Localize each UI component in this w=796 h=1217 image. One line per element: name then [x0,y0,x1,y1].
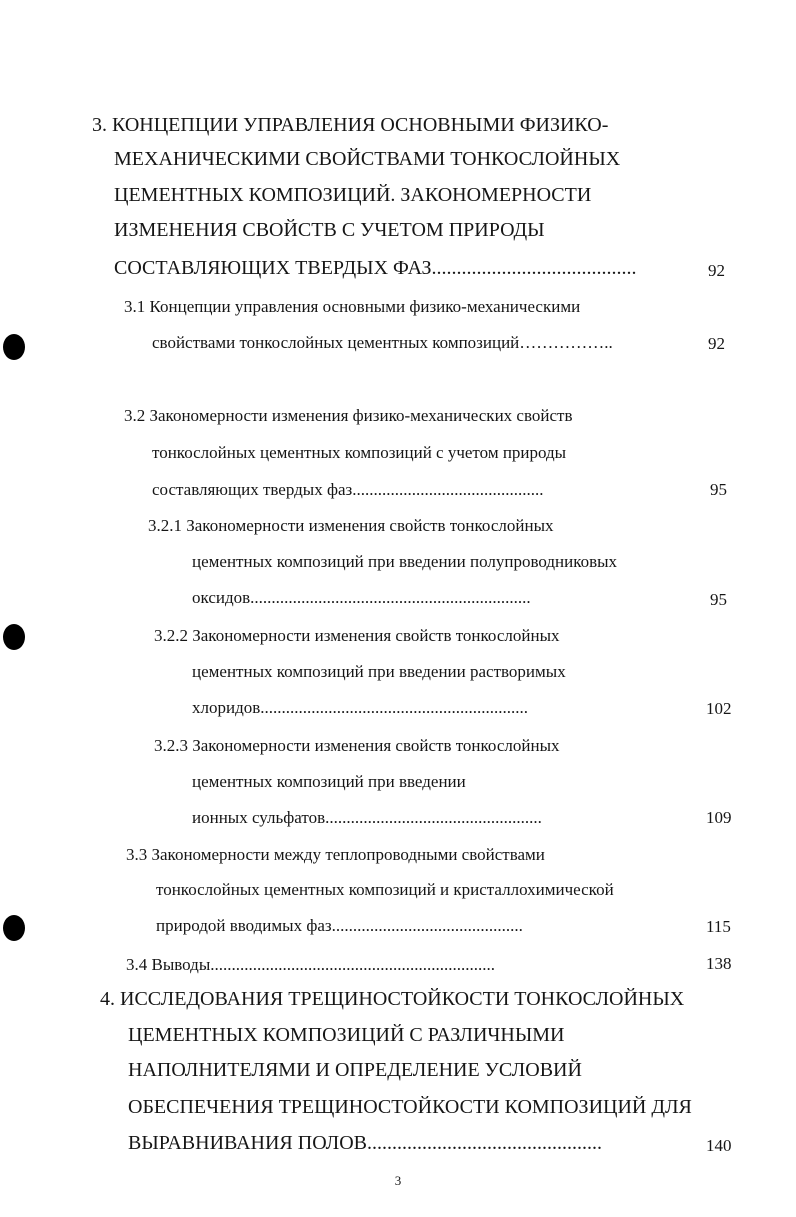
toc-entry-4-line-5: ВЫРАВНИВАНИЯ ПОЛОВ............................................... [128,1132,603,1154]
toc-entry-3-2-3-line-3: ионных сульфатов................................................... [192,808,542,827]
toc-entry-3-2-line-3: составляющих твердых фаз............................................. [152,480,544,499]
toc-entry-3-2-3-page: 109 [706,808,732,827]
toc-entry-3-line-4: ИЗМЕНЕНИЯ СВОЙСТВ С УЧЕТОМ ПРИРОДЫ [114,219,545,241]
toc-entry-3-page: 92 [708,261,725,280]
toc-entry-3-2-line-1: 3.2 Закономерности изменения физико-механических свойств [124,406,573,425]
toc-entry-3-line-3: ЦЕМЕНТНЫХ КОМПОЗИЦИЙ. ЗАКОНОМЕРНОСТИ [114,184,592,206]
toc-entry-3-2-3-line-2: цементных композиций при введении [192,772,466,791]
toc-entry-3-line-1: 3. КОНЦЕПЦИИ УПРАВЛЕНИЯ ОСНОВНЫМИ ФИЗИКО- [92,114,609,136]
toc-entry-3-3-line-1: 3.3 Закономерности между теплопроводными свойствами [126,845,545,864]
toc-entry-3-2-3-line-1: 3.2.3 Закономерности изменения свойств тонкослойных [154,736,560,755]
punch-hole-3 [3,915,25,941]
toc-entry-3-3-page: 115 [706,917,731,936]
toc-entry-3-4-line-1: 3.4 Выводы................................................................... [126,955,496,974]
page-number: 3 [394,1173,402,1188]
toc-entry-3-line-5: СОСТАВЛЯЮЩИХ ТВЕРДЫХ ФАЗ......................................... [114,257,637,279]
punch-hole-2 [3,624,25,650]
toc-entry-3-1-line-2: свойствами тонкослойных цементных композиций…………….. [152,333,613,352]
toc-entry-3-2-2-page: 102 [706,699,732,718]
toc-entry-4-line-4: ОБЕСПЕЧЕНИЯ ТРЕЩИНОСТОЙКОСТИ КОМПОЗИЦИЙ ДЛЯ [128,1096,692,1118]
punch-hole-1 [3,334,25,360]
toc-entry-4-page: 140 [706,1136,732,1155]
toc-entry-3-line-2: МЕХАНИЧЕСКИМИ СВОЙСТВАМИ ТОНКОСЛОЙНЫХ [114,148,621,170]
toc-entry-3-1-line-1: 3.1 Концепции управления основными физико-механическими [124,297,581,316]
toc-entry-3-3-line-3: природой вводимых фаз............................................. [156,916,523,935]
toc-entry-3-2-page: 95 [710,480,727,499]
toc-entry-3-2-line-2: тонкослойных цементных композиций с учетом природы [152,443,567,462]
toc-entry-3-1-page: 92 [708,334,725,353]
toc-entry-3-2-2-line-3: хлоридов............................................................... [192,698,529,717]
toc-entry-3-2-1-page: 95 [710,590,727,609]
toc-entry-3-3-line-2: тонкослойных цементных композиций и кристаллохимической [156,880,614,899]
toc-entry-3-2-1-line-1: 3.2.1 Закономерности изменения свойств тонкослойных [148,516,554,535]
toc-entry-3-2-1-line-2: цементных композиций при введении полупроводниковых [192,552,618,571]
toc-entry-4-line-2: ЦЕМЕНТНЫХ КОМПОЗИЦИЙ С РАЗЛИЧНЫМИ [128,1024,565,1046]
toc-entry-4-line-3: НАПОЛНИТЕЛЯМИ И ОПРЕДЕЛЕНИЕ УСЛОВИЙ [128,1059,582,1081]
toc-entry-4-line-1: 4. ИССЛЕДОВАНИЯ ТРЕЩИНОСТОЙКОСТИ ТОНКОСЛОЙНЫХ [100,988,685,1010]
toc-entry-3-4-page: 138 [706,954,732,973]
toc-entry-3-2-1-line-3: оксидов.................................................................. [192,588,531,607]
toc-entry-3-2-2-line-1: 3.2.2 Закономерности изменения свойств тонкослойных [154,626,560,645]
toc-entry-3-2-2-line-2: цементных композиций при введении растворимых [192,662,566,681]
